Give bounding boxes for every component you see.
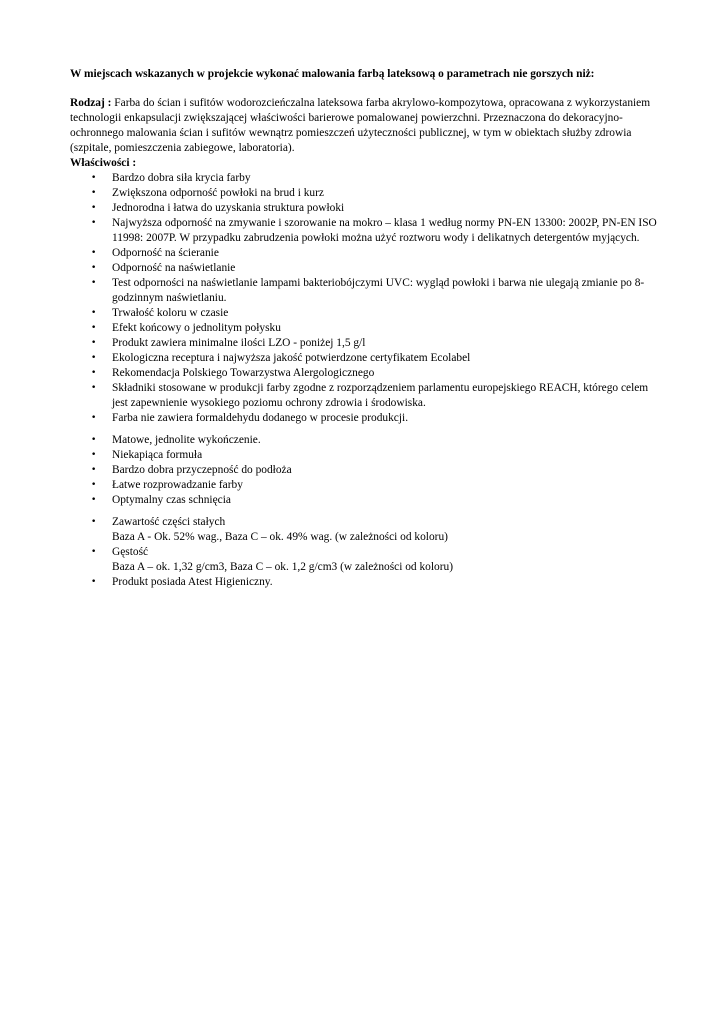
properties-list xyxy=(70,171,664,426)
bullet-icon: • xyxy=(91,173,97,183)
bullet-icon: • xyxy=(91,465,97,475)
list-item-text: Rekomendacja Polskiego Towarzystwa Alergologicznego xyxy=(112,367,375,379)
document-heading: W miejscach wskazanych w projekcie wykonać malowania farbą lateksową o parametrach nie gorszych niż: xyxy=(70,68,595,80)
solids-label: Zawartość części stałych xyxy=(112,516,226,528)
list-item xyxy=(70,246,664,261)
list-item xyxy=(70,463,664,478)
list-item-text: Składniki stosowane w produkcji farby zgodne z rozporządzeniem parlamentu europejskiego REACH, którego celem jest zapewnienie wysokiego poziomu ochrony zdrowia i środowiska. xyxy=(112,382,649,409)
density-value: Baza A – ok. 1,32 g/cm3, Baza C – ok. 1,2 g/cm3 (w zależności od koloru) xyxy=(112,561,454,573)
list-item xyxy=(70,336,664,351)
list-item xyxy=(70,366,664,381)
list-item-text: Łatwe rozprowadzanie farby xyxy=(112,479,243,491)
list-item xyxy=(70,306,664,321)
bullet-icon: • xyxy=(91,517,97,527)
list-item-density xyxy=(70,545,664,575)
bullet-icon: • xyxy=(91,435,97,445)
list-item xyxy=(70,186,664,201)
bullet-icon: • xyxy=(91,188,97,198)
list-item-text: Optymalny czas schnięcia xyxy=(112,494,231,506)
list-item xyxy=(70,261,664,276)
list-item-text: Efekt końcowy o jednolitym połysku xyxy=(112,322,281,334)
list-item-text: Farba nie zawiera formaldehydu dodanego w procesie produkcji. xyxy=(112,412,409,424)
list-item-text: Produkt zawiera minimalne ilości LZO - poniżej 1,5 g/l xyxy=(112,337,366,349)
bullet-icon: • xyxy=(91,203,97,213)
list-item-text: Bardzo dobra siła krycia farby xyxy=(112,172,251,184)
list-item-text: Najwyższa odporność na zmywanie i szorowanie na mokro – klasa 1 według normy PN-EN 13300: 2002P, PN-EN ISO 11998: 2007P. W przypadku zabrudzenia powłoki można użyć roztworu wody i delikatnych detergentów myjących. xyxy=(112,217,657,244)
list-item xyxy=(70,478,664,493)
bullet-icon: • xyxy=(91,450,97,460)
list-item-solids xyxy=(70,515,664,545)
list-item xyxy=(70,321,664,336)
list-item xyxy=(70,351,664,366)
list-item-text: Zwiększona odporność powłoki na brud i kurz xyxy=(112,187,324,199)
list-item xyxy=(70,411,664,426)
list-item-text: Ekologiczna receptura i najwyższa jakość potwierdzone certyfikatem Ecolabel xyxy=(112,352,471,364)
list-item-text: Odporność na naświetlanie xyxy=(112,262,236,274)
list-item-text: Niekapiąca formuła xyxy=(112,449,203,461)
bullet-icon: • xyxy=(91,218,97,228)
list-item-hygiene xyxy=(70,575,664,590)
bullet-icon: • xyxy=(91,308,97,318)
list-item xyxy=(70,433,664,448)
list-item-text: Test odporności na naświetlanie lampami bakteriobójczymi UVC: wygląd powłoki i barwa nie ulegają zmianie po 8-godzinnym naświetlaniu. xyxy=(112,277,645,304)
list-item-text: Trwałość koloru w czasie xyxy=(112,307,229,319)
list-item xyxy=(70,276,664,306)
finish-list xyxy=(70,433,664,508)
bullet-icon: • xyxy=(91,323,97,333)
technical-list xyxy=(70,515,664,590)
bullet-icon: • xyxy=(91,278,97,288)
bullet-icon: • xyxy=(91,383,97,393)
type-text: Farba do ścian i sufitów wodorozcieńczalna lateksowa farba akrylowo-kompozytowa, opracowana z wykorzystaniem technologii enkapsulacji zwiększającej właściwości barierowe pomalowanej powierzchni. Przeznaczona do dekoracyjno-ochronnego malowania ścian i sufitów wewnątrz pomieszczeń użyteczności publicznej, w tym w obiektach służby zdrowia (szpitale, pomieszczenia zabiegowe, laboratoria). xyxy=(70,97,651,154)
list-item xyxy=(70,448,664,463)
type-paragraph xyxy=(70,96,664,156)
list-item xyxy=(70,201,664,216)
list-item-text: Odporność na ścieranie xyxy=(112,247,219,259)
list-item-text: Jednorodna i łatwa do uzyskania struktura powłoki xyxy=(112,202,345,214)
bullet-icon: • xyxy=(91,263,97,273)
properties-label: Właściwości : xyxy=(70,157,137,169)
bullet-icon: • xyxy=(91,495,97,505)
density-label: Gęstość xyxy=(112,546,149,558)
bullet-icon: • xyxy=(91,413,97,423)
bullet-icon: • xyxy=(91,338,97,348)
bullet-icon: • xyxy=(91,577,97,587)
hygiene-text: Produkt posiada Atest Higieniczny. xyxy=(112,576,273,588)
solids-value: Baza A - Ok. 52% wag., Baza C – ok. 49% wag. (w zależności od koloru) xyxy=(112,531,448,543)
bullet-icon: • xyxy=(91,353,97,363)
list-item xyxy=(70,493,664,508)
list-item xyxy=(70,171,664,186)
list-item-text: Matowe, jednolite wykończenie. xyxy=(112,434,261,446)
list-item xyxy=(70,216,664,246)
list-item xyxy=(70,381,664,411)
bullet-icon: • xyxy=(91,480,97,490)
type-label: Rodzaj : xyxy=(70,97,112,109)
bullet-icon: • xyxy=(91,368,97,378)
bullet-icon: • xyxy=(91,248,97,258)
bullet-icon: • xyxy=(91,547,97,557)
list-item-text: Bardzo dobra przyczepność do podłoża xyxy=(112,464,292,476)
